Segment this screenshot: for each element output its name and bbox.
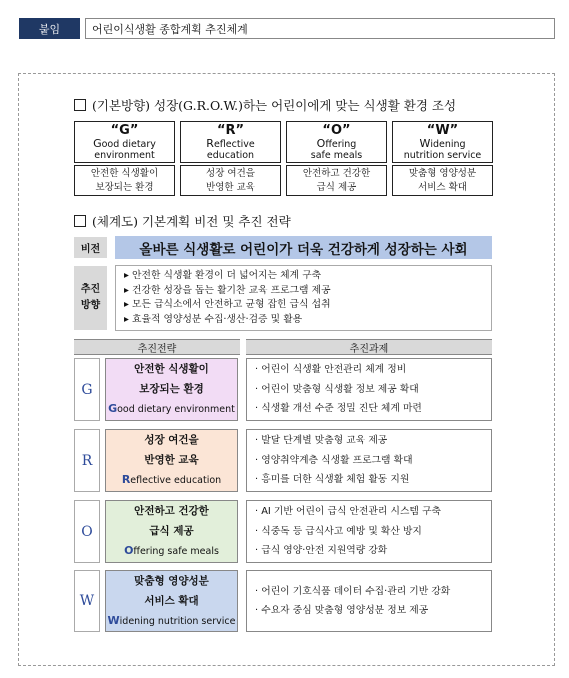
strategy-english xyxy=(106,470,237,491)
vision-text: 올바른 식생활로 어린이가 더욱 건강하게 성장하는 사회 xyxy=(115,236,492,259)
strategy-title-line1: 안전한 식생활이 xyxy=(134,363,209,375)
task-list xyxy=(246,500,492,563)
grow-english-line1 xyxy=(287,138,386,150)
strategy-english-rest: idening nutrition service xyxy=(119,615,236,627)
grow-subtitle-line1: 안전하고 건강한 xyxy=(302,167,371,179)
section1-heading xyxy=(74,96,456,114)
attachment-label: 붙임 xyxy=(19,18,80,39)
grow-english-line2: environment xyxy=(94,150,155,161)
direction-label-line2: 방향 xyxy=(80,300,101,311)
task-item: · 어린이 기호식품 데이터 수집·관리 기반 강화 xyxy=(255,585,451,597)
direction-list xyxy=(115,265,492,331)
grow-letter: “R” xyxy=(216,123,245,138)
grow-english-line2: nutrition service xyxy=(403,150,482,161)
strategy-english-initial: R xyxy=(121,473,131,486)
section2-heading xyxy=(74,212,291,230)
strategy-english xyxy=(106,541,237,562)
direction-label-line1: 추진 xyxy=(80,284,101,295)
grow-subtitle-line1: 안전한 식생활이 xyxy=(90,167,159,179)
grow-subtitle xyxy=(74,165,175,196)
strategy-title-line1: 안전하고 건강한 xyxy=(134,505,209,517)
grow-english-line1 xyxy=(75,138,174,150)
strategy-title-line2: 반영한 교육 xyxy=(144,454,199,466)
grow-subtitle-line1: 맞춤형 영양성분 xyxy=(408,167,477,179)
strategy-box xyxy=(105,500,238,563)
task-list xyxy=(246,570,492,632)
strategy-title-line1: 맞춤형 영양성분 xyxy=(134,574,209,587)
grow-english-rest: eflective xyxy=(213,139,255,150)
strategy-english-initial: G xyxy=(108,402,118,415)
strategy-letter: R xyxy=(74,429,100,492)
grow-subtitle-line2: 반영한 교육 xyxy=(206,181,255,193)
strategy-english-rest: ffering safe meals xyxy=(133,546,219,557)
grow-card xyxy=(392,121,493,163)
grow-letter: “O” xyxy=(322,123,351,138)
strategy-column-header: 추진전략 xyxy=(74,339,240,355)
section2-title: (체계도) 기본계획 비전 및 추진 전략 xyxy=(92,214,291,229)
grow-subtitle-line1: 성장 여건을 xyxy=(206,167,255,179)
strategy-english-rest: ood dietary environment xyxy=(117,404,235,415)
grow-english-line1 xyxy=(393,138,492,150)
checkbox-icon xyxy=(74,99,86,111)
task-item: · 식중독 등 급식사고 예방 및 확산 방지 xyxy=(255,525,422,537)
strategy-english xyxy=(106,611,237,632)
grow-english-line2: education xyxy=(206,150,255,161)
grow-initial: G xyxy=(93,137,102,150)
task-item: · 어린이 식생활 안전관리 체계 정비 xyxy=(255,364,407,376)
strategy-letter: G xyxy=(74,358,100,421)
grow-card xyxy=(286,121,387,163)
grow-initial: W xyxy=(419,137,431,150)
task-list xyxy=(246,429,492,492)
checkbox-icon xyxy=(74,215,86,227)
grow-initial: O xyxy=(316,137,326,150)
task-item: · 영양취약계층 식생활 프로그램 확대 xyxy=(255,454,413,466)
strategy-title-line2: 보장되는 환경 xyxy=(139,383,204,395)
task-item: · 발달 단계별 맞춤형 교육 제공 xyxy=(255,435,388,447)
grow-subtitle xyxy=(180,165,281,196)
section1-title: (기본방향) 성장(G.R.O.W.)하는 어린이에게 맞는 식생활 환경 조성 xyxy=(92,98,457,113)
vision-label: 비전 xyxy=(74,237,107,258)
grow-subtitle-line2: 급식 제공 xyxy=(316,181,357,193)
task-item: · 수요자 중심 맞춤형 영양성분 정보 제공 xyxy=(255,605,429,616)
grow-english-line2: safe meals xyxy=(310,150,363,161)
grow-subtitle xyxy=(286,165,387,196)
strategy-title-line2: 서비스 확대 xyxy=(144,594,199,607)
strategy-english xyxy=(106,399,237,420)
task-item: · 식생활 개선 수준 정밀 진단 체계 마련 xyxy=(255,403,422,415)
strategy-letter: W xyxy=(74,570,100,632)
task-item: · 어린이 맞춤형 식생활 정보 제공 확대 xyxy=(255,383,419,395)
strategy-english-initial: O xyxy=(124,544,134,557)
grow-letter: “W” xyxy=(426,123,459,138)
strategy-box xyxy=(105,358,238,421)
direction-item: ▸ 건강한 성장을 돕는 활기찬 교육 프로그램 제공 xyxy=(124,284,331,296)
grow-english-rest: idening xyxy=(430,139,466,150)
strategy-letter: O xyxy=(74,500,100,563)
direction-item: ▸ 효율적 영양성분 수집·생산·검증 및 활용 xyxy=(124,313,303,325)
grow-subtitle-line2: 서비스 확대 xyxy=(418,181,467,193)
task-item: · 급식 영양·안전 지원역량 강화 xyxy=(255,545,388,557)
grow-english-rest: ffering xyxy=(325,139,357,150)
grow-card xyxy=(74,121,175,163)
strategy-english-initial: W xyxy=(107,613,120,627)
grow-english-line1 xyxy=(181,138,280,150)
strategy-english-rest: eflective education xyxy=(130,475,222,486)
direction-item: ▸ 안전한 식생활 환경이 더 넓어지는 체계 구축 xyxy=(124,270,322,281)
grow-english-rest: ood dietary xyxy=(101,139,156,150)
grow-initial: R xyxy=(206,137,214,150)
grow-subtitle xyxy=(392,165,493,196)
task-list xyxy=(246,358,492,421)
direction-label xyxy=(74,266,107,330)
task-column-header: 추진과제 xyxy=(246,339,492,355)
grow-card xyxy=(180,121,281,163)
task-item: · 흥미를 더한 식생활 체험 활동 지원 xyxy=(255,474,410,486)
document-title: 어린이식생활 종합계획 추진체계 xyxy=(85,18,555,39)
strategy-title-line2: 급식 제공 xyxy=(149,525,194,537)
strategy-box xyxy=(105,570,238,632)
grow-letter: “G” xyxy=(110,123,139,138)
task-item: · AI 기반 어린이 급식 안전관리 시스템 구축 xyxy=(255,506,441,518)
strategy-title-line1: 성장 여건을 xyxy=(144,434,199,446)
direction-item: ▸ 모든 급식소에서 안전하고 균형 잡힌 급식 섭취 xyxy=(124,299,331,310)
grow-subtitle-line2: 보장되는 환경 xyxy=(95,181,154,193)
strategy-box xyxy=(105,429,238,492)
